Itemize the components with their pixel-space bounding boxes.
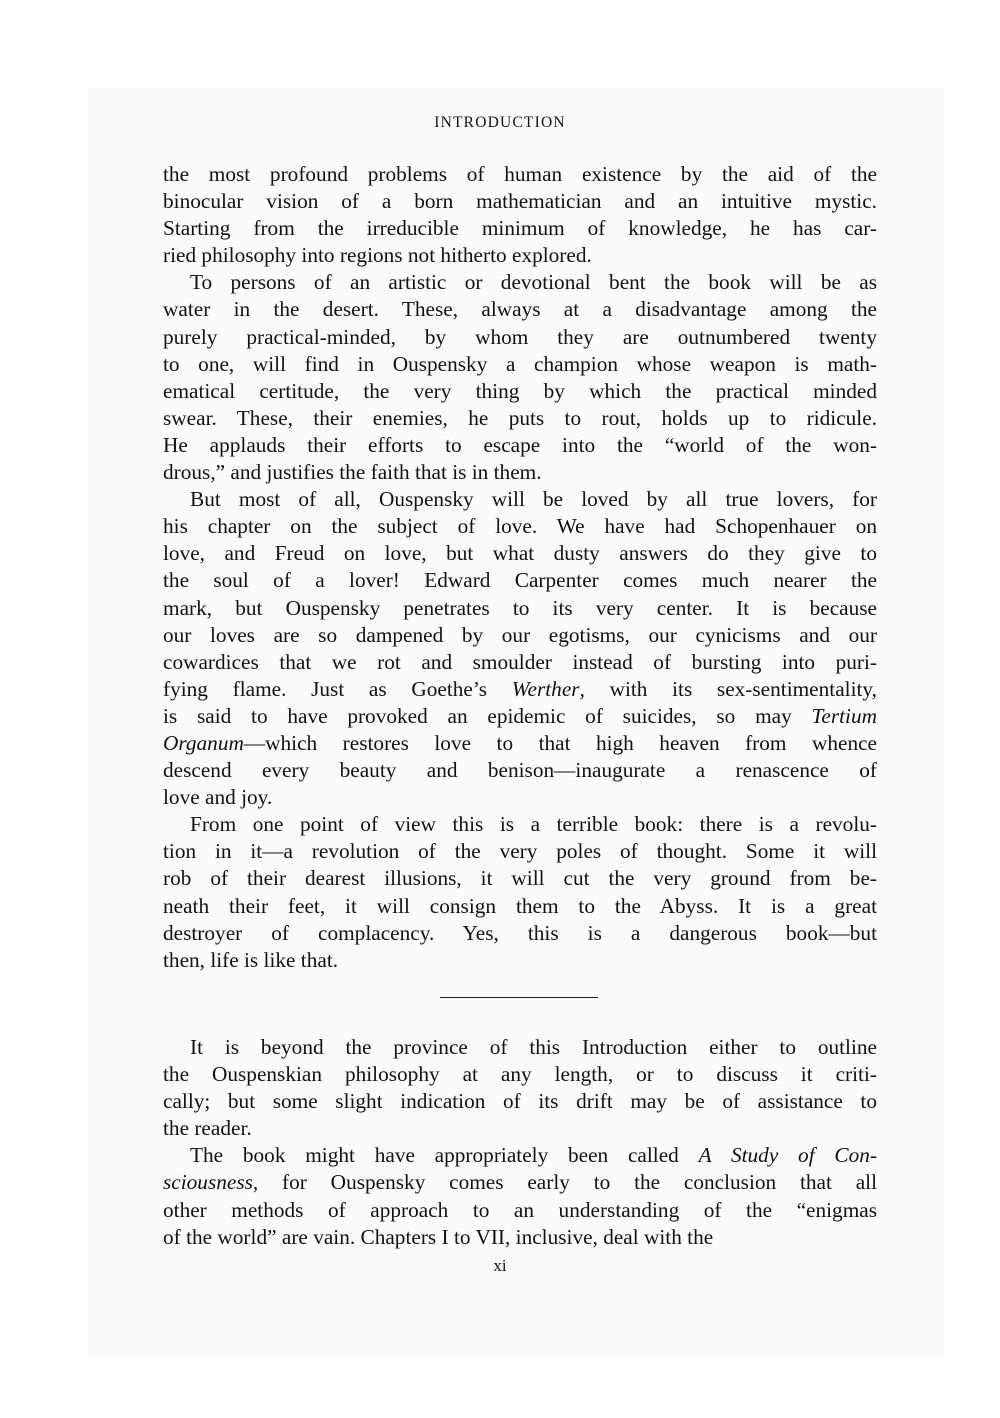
paragraph bbox=[163, 161, 877, 269]
text-line bbox=[163, 1115, 877, 1142]
text-line bbox=[163, 811, 877, 838]
text-run: rob of their dearest illusions, it will cut the very ground from be- bbox=[163, 866, 877, 891]
text-run: other methods of approach to an understanding of the “enigmas bbox=[163, 1197, 877, 1222]
text-run: of the world” are vain. Chapters I to VII, inclusive, deal with the bbox=[163, 1224, 714, 1249]
text-line bbox=[163, 378, 877, 405]
text-run: tion in it—a revolution of the very poles of thought. Some it will bbox=[163, 839, 877, 864]
text-run: ried philosophy into regions not hitherto explored. bbox=[163, 243, 592, 268]
text-line bbox=[163, 269, 877, 296]
text-line bbox=[163, 649, 877, 676]
text-run: —which restores love to that high heaven from whence bbox=[243, 730, 877, 755]
italic-text: sciousness, bbox=[163, 1170, 259, 1195]
paragraph bbox=[163, 811, 877, 974]
text-line bbox=[163, 920, 877, 947]
running-header: INTRODUCTION bbox=[434, 114, 566, 131]
text-run: purely practical-minded, by whom they are outnumbered twenty bbox=[163, 324, 877, 349]
text-run: drous,” and justifies the faith that is in them. bbox=[163, 460, 542, 485]
text-line bbox=[163, 757, 877, 784]
paragraph bbox=[163, 1142, 877, 1250]
text-line bbox=[163, 676, 877, 703]
text-line bbox=[163, 296, 877, 323]
text-run: is said to have provoked an epidemic of suicides, so may bbox=[163, 703, 812, 728]
text-run: , with its sex-sentimentality, bbox=[579, 676, 877, 701]
text-line bbox=[163, 622, 877, 649]
italic-text: A Study of Con- bbox=[698, 1143, 877, 1168]
text-run: destroyer of complacency. Yes, this is a dangerous book—but bbox=[163, 920, 877, 945]
text-line bbox=[163, 215, 877, 242]
text-run: the soul of a lover! Edward Carpenter comes much nearer the bbox=[163, 568, 877, 593]
text-run: the reader. bbox=[163, 1116, 252, 1141]
text-line bbox=[163, 1142, 877, 1169]
text-run: fying flame. Just as Goethe’s bbox=[163, 676, 512, 701]
text-line bbox=[163, 838, 877, 865]
page-number: xi bbox=[493, 1256, 507, 1275]
text-line bbox=[163, 1088, 877, 1115]
text-line bbox=[163, 1061, 877, 1088]
text-run: his chapter on the subject of love. We have had Schopenhauer on bbox=[163, 514, 877, 539]
text-line bbox=[163, 784, 877, 811]
text-line bbox=[163, 893, 877, 920]
text-run: love and joy. bbox=[163, 785, 273, 810]
text-line bbox=[163, 513, 877, 540]
text-run: neath their feet, it will consign them to the Abyss. It is a great bbox=[163, 893, 877, 918]
text-run: the Ouspenskian philosophy at any length, or to discuss it criti- bbox=[163, 1062, 877, 1087]
text-run: mark, but Ouspensky penetrates to its very center. It is because bbox=[163, 595, 877, 620]
text-run: Starting from the irreducible minimum of knowledge, he has car- bbox=[163, 216, 877, 241]
text-line bbox=[163, 540, 877, 567]
text-run: water in the desert. These, always at a disadvantage among the bbox=[163, 297, 877, 322]
text-run: to one, will find in Ouspensky a champion whose weapon is math- bbox=[163, 351, 877, 376]
text-line bbox=[163, 1224, 877, 1251]
text-line bbox=[163, 161, 877, 188]
text-run: descend every beauty and benison—inaugurate a renascence of bbox=[163, 758, 877, 783]
text-run: the most profound problems of human existence by the aid of the bbox=[163, 162, 877, 186]
paragraph bbox=[163, 269, 877, 486]
italic-text: Tertium bbox=[811, 703, 877, 728]
text-line bbox=[163, 351, 877, 378]
text-run: The book might have appropriately been called bbox=[190, 1143, 699, 1168]
text-line bbox=[163, 947, 877, 974]
text-run: ematical certitude, the very thing by which the practical minded bbox=[163, 378, 877, 403]
text-line bbox=[163, 1169, 877, 1196]
text-line bbox=[163, 405, 877, 432]
italic-text: Organum bbox=[163, 730, 244, 755]
text-run: then, life is like that. bbox=[163, 947, 339, 972]
text-line bbox=[163, 1197, 877, 1224]
text-run: love, and Freud on love, but what dusty answers do they give to bbox=[163, 541, 877, 566]
text-run: our loves are so dampened by our egotisms, our cynicisms and our bbox=[163, 622, 877, 647]
text-run: But most of all, Ouspensky will be loved by all true lovers, for bbox=[190, 487, 877, 512]
text-line bbox=[163, 567, 877, 594]
text-run: He applauds their efforts to escape into the “world of the won- bbox=[163, 432, 877, 457]
text-line bbox=[163, 432, 877, 459]
text-run: From one point of view this is a terrible book: there is a revolu- bbox=[190, 812, 877, 837]
text-line bbox=[163, 703, 877, 730]
text-line bbox=[163, 1034, 877, 1061]
text-run: binocular vision of a born mathematician and an intuitive mystic. bbox=[163, 189, 877, 214]
text-run: cowardices that we rot and smoulder instead of bursting into puri- bbox=[163, 649, 877, 674]
text-run: for Ouspensky comes early to the conclusion that all bbox=[258, 1170, 877, 1195]
paragraph bbox=[163, 486, 877, 811]
text-line bbox=[163, 730, 877, 757]
text-line bbox=[163, 324, 877, 351]
text-run: cally; but some slight indication of its drift may be of assistance to bbox=[163, 1089, 877, 1114]
text-run: swear. These, their enemies, he puts to rout, holds up to ridicule. bbox=[163, 405, 877, 430]
text-block-upper bbox=[163, 161, 877, 974]
text-line bbox=[163, 242, 877, 269]
text-line bbox=[163, 459, 877, 486]
text-line bbox=[163, 188, 877, 215]
text-run: It is beyond the province of this Introduction either to outline bbox=[190, 1035, 877, 1059]
text-line bbox=[163, 865, 877, 892]
section-divider bbox=[440, 997, 598, 998]
text-line bbox=[163, 595, 877, 622]
text-block-lower bbox=[163, 1034, 877, 1251]
text-line bbox=[163, 486, 877, 513]
paragraph bbox=[163, 1034, 877, 1142]
text-run: To persons of an artistic or devotional bent the book will be as bbox=[190, 270, 877, 295]
italic-text: Werther bbox=[511, 676, 580, 701]
